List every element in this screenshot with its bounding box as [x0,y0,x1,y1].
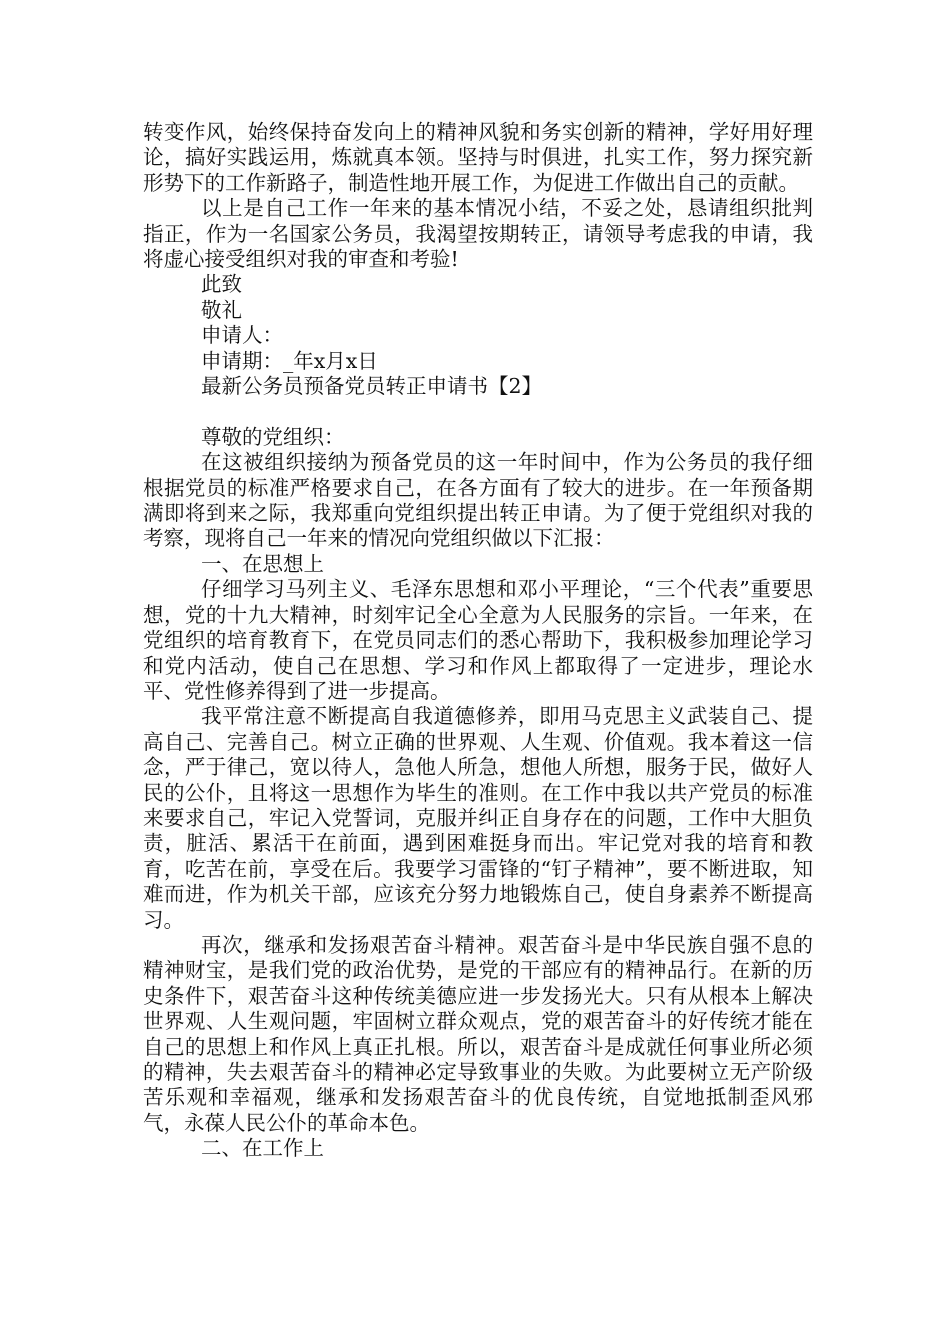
paragraph-summary-request: 以上是自己工作一年来的基本情况小结，不妥之处，恳请组织批判指正，作为一名国家公务员，我渴望按期转正，请领导考虑我的申请，我将虚心接受组织对我的审查和考验! [143,196,813,272]
paragraph-intro: 在这被组织接纳为预备党员的这一年时间中，作为公务员的我仔细根据党员的标准严格要求自己，在各方面有了较大的进步。在一年预备期满即将到来之际，我郑重向党组织提出转正申请。为了便于党组织对我的考察，现将自己一年来的情况向党组织做以下汇报： [143,450,813,551]
heading-work: 二、在工作上 [201,1136,324,1161]
section-title: 最新公务员预备党员转正申请书【2】 [201,374,543,399]
salutation: 尊敬的党组织： [201,424,345,449]
application-date-line: 申请期：_年x月x日 [201,348,378,373]
paragraph-moral-cultivation: 我平常注意不断提高自我道德修养，即用马克思主义武装自己、提高自己、完善自己。树立正确的世界观、人生观、价值观。我本着这一信念，严于律己，宽以待人，急他人所急，想他人所想，服务于民，做好人民的公仆，且将这一思想作为毕生的准则。在工作中我以共产党员的标准来要求自己，牢记入党誓词，克服并纠正自身存在的问题，工作中大胆负责，脏活、累活干在前面，遇到困难挺身而出。牢记党对我的培育和教育，吃苦在前，享受在后。我要学习雷锋的“钉子精神”，要不断进取，知难而进，作为机关干部，应该充分努力地锻炼自己，使自身素养不断提高习。 [143,704,813,932]
paragraph-hard-work-spirit: 再次，继承和发扬艰苦奋斗精神。艰苦奋斗是中华民族自强不息的精神财宝，是我们党的政治优势，是党的干部应有的精神品行。在新的历史条件下，艰苦奋斗这种传统美德应进一步发扬光大。只有从根本上解决世界观、人生观问题，牢固树立群众观点，党的艰苦奋斗的好传统才能在自己的思想上和作风上真正扎根。所以，艰苦奋斗是成就任何事业所必须的精神，失去艰苦奋斗的精神必定导致事业的失败。为此要树立无产阶级苦乐观和幸福观，继承和发扬艰苦奋斗的优良传统，自觉地抵制歪风邪气，永葆人民公仆的革命本色。 [143,932,813,1135]
closing-jingli: 敬礼 [201,297,242,322]
document-page [143,120,813,1162]
paragraph-study-theory: 仔细学习马列主义、毛泽东思想和邓小平理论，“三个代表”重要思想，党的十九大精神，时刻牢记全心全意为人民服务的宗旨。一年来，在党组织的培育教育下，在党员同志们的悉心帮助下，我积极参加理论学习和党内活动，使自己在思想、学习和作风上都取得了一定进步，理论水平、党性修养得到了进一步提高。 [143,577,813,703]
applicant-line: 申请人： [201,323,283,348]
paragraph-work-style: 转变作风，始终保持奋发向上的精神风貌和务实创新的精神，学好用好理论，搞好实践运用，炼就真本领。坚持与时俱进，扎实工作，努力探究新形势下的工作新路子，制造性地开展工作，为促进工作做出自己的贡献。 [143,120,813,195]
heading-ideology: 一、在思想上 [201,551,324,576]
closing-cizhi: 此致 [201,272,242,297]
blank-line [143,399,813,424]
